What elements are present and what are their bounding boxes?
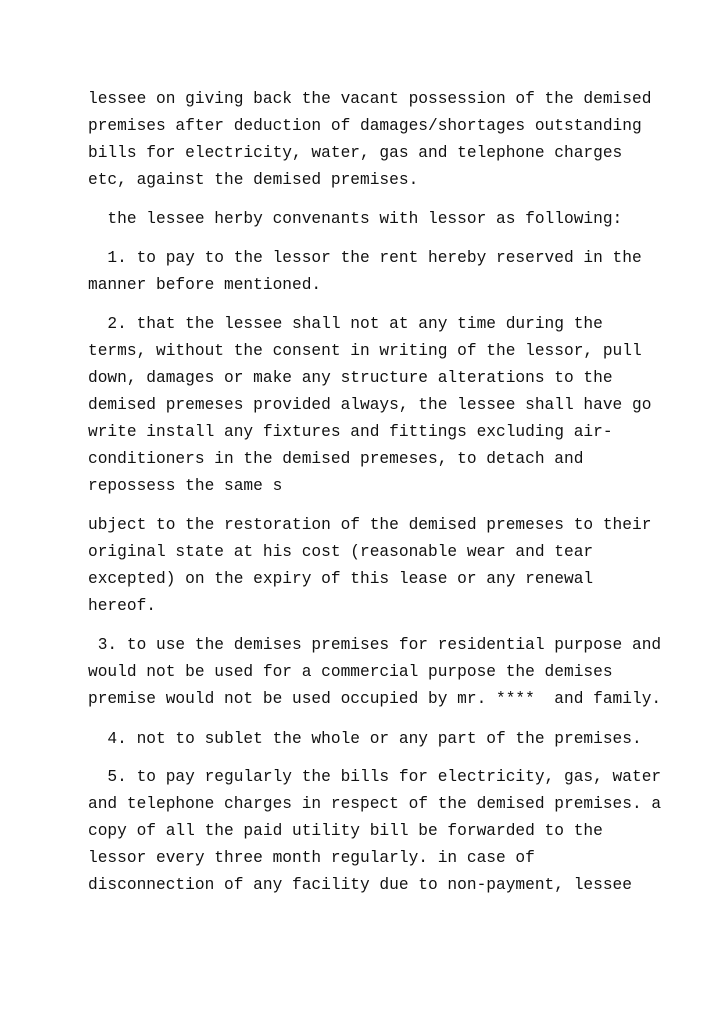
text-line: and telephone charges in respect of the demised premises. a (88, 795, 662, 813)
text-line: repossess the same s (88, 477, 283, 495)
text-line: original state at his cost (reasonable wear and tear (88, 543, 594, 561)
text-line: 5. to pay regularly the bills for electricity, gas, water (88, 768, 662, 786)
text-line: 3. to use the demises premises for residential purpose and (88, 636, 662, 654)
text-line: manner before mentioned. (88, 276, 322, 294)
text-line: bills for electricity, water, gas and telephone charges (88, 144, 623, 162)
clause-1 (88, 245, 648, 299)
text-line: lessee on giving back the vacant possession of the demised (88, 90, 652, 108)
clause-5 (88, 764, 662, 899)
paragraph-covenants-intro (88, 206, 648, 233)
text-line: down, damages or make any structure alterations to the (88, 369, 613, 387)
text-line: copy of all the paid utility bill be forwarded to the (88, 822, 603, 840)
text-line: the lessee herby convenants with lessor as following: (88, 210, 623, 228)
text-line: premises after deduction of damages/shortages outstanding (88, 117, 642, 135)
text-line: demised premeses provided always, the lessee shall have go (88, 396, 652, 414)
text-line: 1. to pay to the lessor the rent hereby reserved in the (88, 249, 642, 267)
text-line: write install any fixtures and fittings excluding air- (88, 423, 613, 441)
text-line: ubject to the restoration of the demised premeses to their (88, 516, 652, 534)
text-line: lessor every three month regularly. in case of (88, 849, 535, 867)
text-line: etc, against the demised premises. (88, 171, 419, 189)
text-line: conditioners in the demised premeses, to detach and (88, 450, 584, 468)
text-line: excepted) on the expiry of this lease or any renewal (88, 570, 594, 588)
clause-3 (88, 632, 662, 713)
clause-2 (88, 311, 652, 500)
text-line: would not be used for a commercial purpose the demises (88, 663, 613, 681)
text-line: premise would not be used occupied by mr. **** and family. (88, 690, 662, 708)
paragraph-deposit-refund (88, 86, 652, 194)
text-line: 2. that the lessee shall not at any time during the (88, 315, 603, 333)
clause-4 (88, 726, 648, 753)
text-line: hereof. (88, 597, 156, 615)
text-line: 4. not to sublet the whole or any part of the premises. (88, 730, 642, 748)
text-line: disconnection of any facility due to non-payment, lessee (88, 876, 632, 894)
text-line: terms, without the consent in writing of the lessor, pull (88, 342, 642, 360)
clause-2-continued (88, 512, 652, 620)
